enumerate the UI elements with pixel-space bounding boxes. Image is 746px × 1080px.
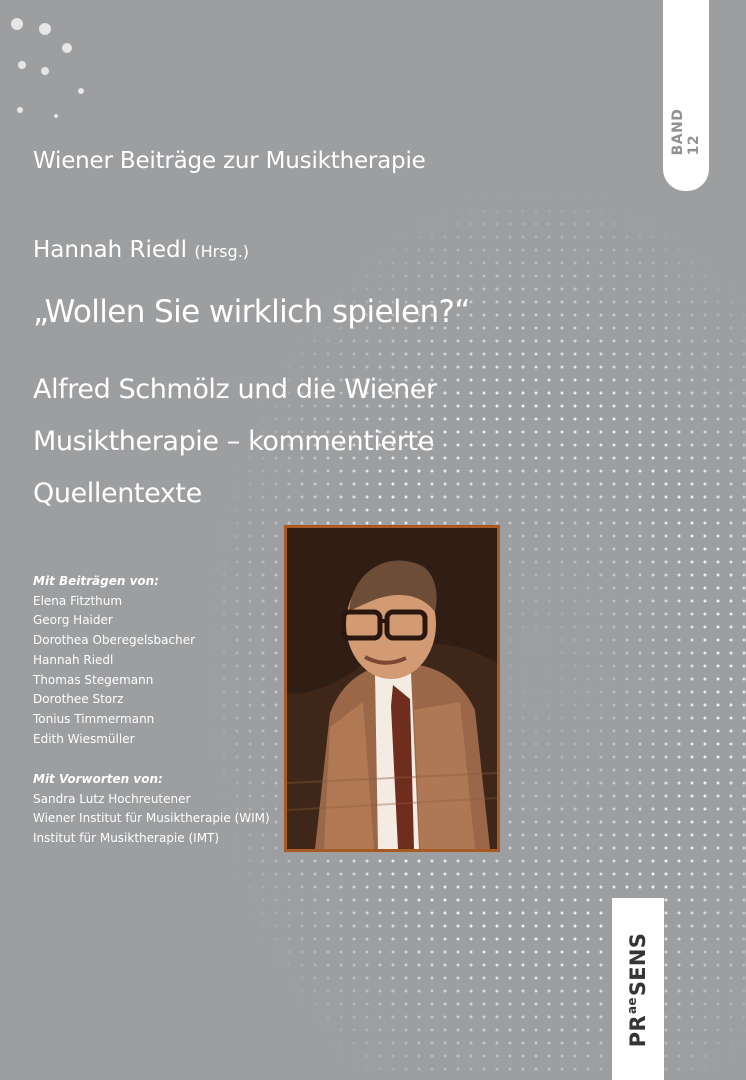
contributor-name: Thomas Stegemann bbox=[33, 672, 154, 687]
subtitle-line: Quellentexte bbox=[33, 478, 202, 509]
foreword-author: Wiener Institut für Musiktherapie (WIM) bbox=[33, 811, 270, 826]
book-title: „Wollen Sie wirklich spielen?“ bbox=[33, 294, 470, 330]
editor-line bbox=[33, 237, 249, 263]
publisher-superscript: ae bbox=[625, 997, 639, 1015]
contributor-name: Hannah Riedl bbox=[33, 652, 114, 667]
forewords-list bbox=[33, 770, 270, 849]
series-title: Wiener Beiträge zur Musiktherapie bbox=[33, 148, 426, 174]
forewords-heading: Mit Vorworten von: bbox=[33, 772, 163, 786]
editor-role: (Hrsg.) bbox=[194, 242, 250, 261]
book-subtitle bbox=[33, 364, 533, 520]
subtitle-line: Alfred Schmölz und die Wiener bbox=[33, 374, 437, 405]
foreword-author: Institut für Musiktherapie (IMT) bbox=[33, 831, 220, 846]
subtitle-line: Musiktherapie – kommentierte bbox=[33, 426, 434, 457]
contributor-name: Dorothea Oberegelsbacher bbox=[33, 633, 196, 648]
contributor-name: Georg Haider bbox=[33, 613, 113, 628]
contributor-name: Tonius Timmermann bbox=[33, 711, 155, 726]
foreword-author: Sandra Lutz Hochreutener bbox=[33, 791, 191, 806]
contributors-heading: Mit Beiträgen von: bbox=[33, 574, 159, 588]
band-label: BAND 12 bbox=[670, 108, 702, 156]
publisher-logo bbox=[588, 932, 688, 1048]
editor-name: Hannah Riedl bbox=[33, 237, 188, 263]
contributor-name: Dorothee Storz bbox=[33, 692, 124, 707]
portrait-illustration bbox=[287, 528, 497, 849]
contributor-name: Edith Wiesmüller bbox=[33, 731, 135, 746]
band-tab bbox=[663, 0, 709, 191]
portrait-photo bbox=[284, 525, 500, 852]
publisher-left: PR bbox=[626, 1015, 650, 1048]
publisher-right: SENS bbox=[626, 932, 650, 997]
contributor-name: Elena Fitzthum bbox=[33, 593, 123, 608]
contributors-list bbox=[33, 572, 195, 749]
